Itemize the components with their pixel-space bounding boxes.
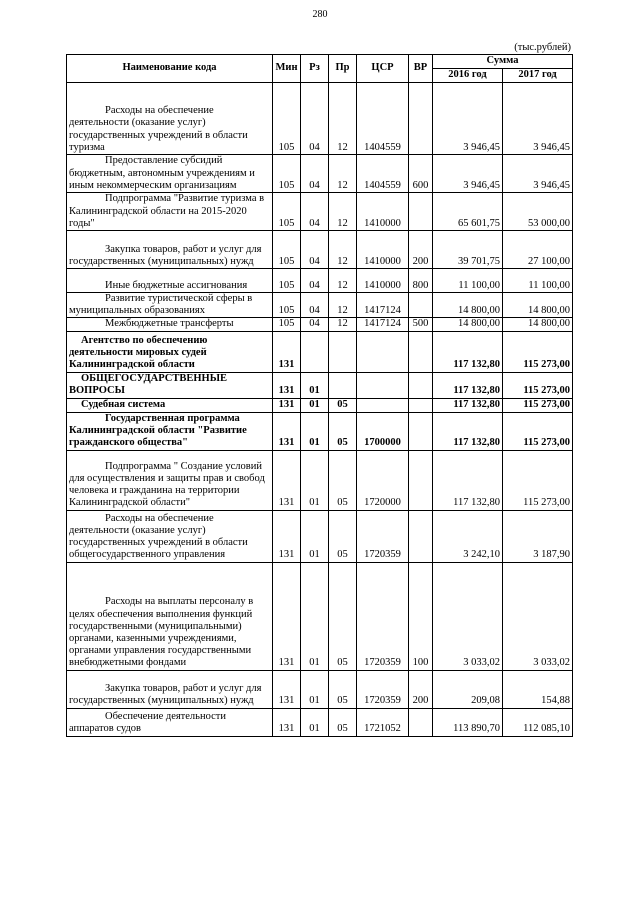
cell-2017: 11 100,00 (503, 269, 573, 293)
cell-min: 131 (273, 708, 301, 736)
cell-csr: 1720000 (357, 450, 409, 510)
cell-2017: 3 946,45 (503, 83, 573, 155)
cell-rz: 01 (301, 412, 329, 450)
cell-2017: 14 800,00 (503, 293, 573, 318)
cell-name: Закупка товаров, работ и услуг для государственных (муниципальных) нужд (67, 231, 273, 269)
cell-2017: 27 100,00 (503, 231, 573, 269)
cell-pr: 12 (329, 155, 357, 193)
cell-csr (357, 398, 409, 412)
cell-2017: 53 000,00 (503, 193, 573, 231)
header-pr: Пр (329, 55, 357, 83)
table-row (67, 331, 573, 372)
cell-pr: 05 (329, 450, 357, 510)
table-row (67, 510, 573, 562)
cell-csr: 1720359 (357, 562, 409, 670)
table-body (67, 83, 573, 737)
cell-2016: 3 946,45 (433, 83, 503, 155)
cell-2016: 11 100,00 (433, 269, 503, 293)
cell-name: Агентство по обеспечению деятельности мировых судей Калининградской области (67, 331, 273, 372)
cell-2017: 3 946,45 (503, 155, 573, 193)
cell-name: Предоставление субсидий бюджетным, автономным учреждениям и иным некоммерческим организациям (67, 155, 273, 193)
cell-2016: 39 701,75 (433, 231, 503, 269)
cell-pr: 12 (329, 318, 357, 331)
cell-vr (409, 372, 433, 398)
cell-min: 131 (273, 412, 301, 450)
cell-min: 131 (273, 372, 301, 398)
cell-rz: 01 (301, 372, 329, 398)
cell-pr: 05 (329, 562, 357, 670)
cell-pr: 05 (329, 398, 357, 412)
header-rz: Рз (301, 55, 329, 83)
cell-name: Подпрограмма " Создание условий для осуществления и защиты прав и свобод человека и гражданина на территории Калининградской области" (67, 450, 273, 510)
cell-2016: 117 132,80 (433, 412, 503, 450)
cell-min: 131 (273, 562, 301, 670)
table-row (67, 193, 573, 231)
cell-rz: 04 (301, 318, 329, 331)
cell-vr (409, 83, 433, 155)
cell-csr: 1417124 (357, 293, 409, 318)
cell-vr (409, 193, 433, 231)
cell-pr: 12 (329, 269, 357, 293)
cell-vr: 600 (409, 155, 433, 193)
header-csr: ЦСР (357, 55, 409, 83)
table-row (67, 293, 573, 318)
cell-2017: 115 273,00 (503, 450, 573, 510)
cell-rz: 04 (301, 269, 329, 293)
cell-2016: 117 132,80 (433, 331, 503, 372)
header-vr: ВР (409, 55, 433, 83)
cell-rz: 04 (301, 293, 329, 318)
cell-pr: 05 (329, 670, 357, 708)
table-row (67, 231, 573, 269)
cell-vr (409, 510, 433, 562)
cell-2016: 14 800,00 (433, 293, 503, 318)
cell-csr: 1700000 (357, 412, 409, 450)
cell-2017: 115 273,00 (503, 331, 573, 372)
cell-name: Расходы на обеспечение деятельности (оказание услуг) государственных учреждений в области туризма (67, 83, 273, 155)
cell-pr: 05 (329, 510, 357, 562)
table-row (67, 318, 573, 331)
cell-pr: 05 (329, 412, 357, 450)
cell-pr (329, 331, 357, 372)
cell-rz: 01 (301, 398, 329, 412)
cell-csr (357, 372, 409, 398)
cell-2017: 115 273,00 (503, 412, 573, 450)
cell-rz: 01 (301, 562, 329, 670)
cell-name: Иные бюджетные ассигнования (67, 269, 273, 293)
cell-vr (409, 412, 433, 450)
cell-min: 131 (273, 398, 301, 412)
table-row (67, 450, 573, 510)
cell-name: Судебная система (67, 398, 273, 412)
cell-2016: 117 132,80 (433, 372, 503, 398)
cell-min: 105 (273, 269, 301, 293)
cell-rz: 04 (301, 231, 329, 269)
cell-csr: 1417124 (357, 318, 409, 331)
cell-rz: 04 (301, 83, 329, 155)
units-label: (тыс.рублей) (514, 42, 571, 53)
cell-min: 105 (273, 231, 301, 269)
cell-min: 131 (273, 450, 301, 510)
cell-2016: 3 033,02 (433, 562, 503, 670)
table-row (67, 155, 573, 193)
cell-2017: 3 033,02 (503, 562, 573, 670)
cell-rz: 01 (301, 670, 329, 708)
cell-vr: 100 (409, 562, 433, 670)
cell-rz: 04 (301, 193, 329, 231)
cell-rz: 01 (301, 708, 329, 736)
table-row (67, 398, 573, 412)
cell-2016: 209,08 (433, 670, 503, 708)
cell-csr (357, 331, 409, 372)
cell-rz: 01 (301, 450, 329, 510)
cell-2017: 154,88 (503, 670, 573, 708)
header-sum: Сумма (433, 55, 573, 69)
cell-csr: 1720359 (357, 510, 409, 562)
cell-min: 105 (273, 293, 301, 318)
cell-vr (409, 293, 433, 318)
cell-2016: 113 890,70 (433, 708, 503, 736)
cell-2017: 3 187,90 (503, 510, 573, 562)
cell-vr (409, 708, 433, 736)
cell-min: 131 (273, 331, 301, 372)
cell-csr: 1404559 (357, 155, 409, 193)
cell-csr: 1410000 (357, 269, 409, 293)
cell-name: Подпрограмма "Развитие туризма в Калининградской области на 2015-2020 годы" (67, 193, 273, 231)
cell-min: 105 (273, 83, 301, 155)
cell-vr (409, 398, 433, 412)
cell-csr: 1410000 (357, 231, 409, 269)
cell-2016: 14 800,00 (433, 318, 503, 331)
table-row (67, 412, 573, 450)
cell-vr: 200 (409, 231, 433, 269)
cell-2016: 117 132,80 (433, 398, 503, 412)
cell-2016: 117 132,80 (433, 450, 503, 510)
cell-pr: 12 (329, 83, 357, 155)
cell-vr: 800 (409, 269, 433, 293)
cell-vr (409, 450, 433, 510)
budget-table (66, 54, 573, 737)
cell-2017: 14 800,00 (503, 318, 573, 331)
cell-name: Государственная программа Калининградской области "Развитие гражданского общества" (67, 412, 273, 450)
cell-vr: 200 (409, 670, 433, 708)
cell-name: Межбюджетные трансферты (67, 318, 273, 331)
table-row (67, 670, 573, 708)
cell-pr: 12 (329, 193, 357, 231)
cell-min: 131 (273, 510, 301, 562)
table-row (67, 372, 573, 398)
cell-min: 131 (273, 670, 301, 708)
table-row (67, 269, 573, 293)
cell-min: 105 (273, 193, 301, 231)
cell-name: Расходы на обеспечение деятельности (оказание услуг) государственных учреждений в области общегосударственного управления (67, 510, 273, 562)
cell-pr: 12 (329, 231, 357, 269)
cell-csr: 1410000 (357, 193, 409, 231)
cell-2017: 112 085,10 (503, 708, 573, 736)
table-row (67, 562, 573, 670)
cell-csr: 1720359 (357, 670, 409, 708)
header-min: Мин (273, 55, 301, 83)
cell-rz (301, 331, 329, 372)
page-number: 280 (312, 9, 328, 20)
cell-name: ОБЩЕГОСУДАРСТВЕННЫЕ ВОПРОСЫ (67, 372, 273, 398)
cell-name: Расходы на выплаты персоналу в целях обеспечения выполнения функций государственными (муниципальными) органами, казенными учреждениями, органами управления государственными внебюджетными фондами (67, 562, 273, 670)
cell-name: Развитие туристической сферы в муниципальных образованиях (67, 293, 273, 318)
table-row (67, 83, 573, 155)
table-row (67, 708, 573, 736)
header-2017: 2017 год (503, 69, 573, 83)
cell-name: Обеспечение деятельности аппаратов судов (67, 708, 273, 736)
cell-vr (409, 331, 433, 372)
cell-2017: 115 273,00 (503, 372, 573, 398)
cell-csr: 1404559 (357, 83, 409, 155)
cell-2016: 3 242,10 (433, 510, 503, 562)
cell-2016: 3 946,45 (433, 155, 503, 193)
cell-2016: 65 601,75 (433, 193, 503, 231)
cell-name: Закупка товаров, работ и услуг для государственных (муниципальных) нужд (67, 670, 273, 708)
cell-vr: 500 (409, 318, 433, 331)
cell-min: 105 (273, 155, 301, 193)
header-name: Наименование кода (67, 55, 273, 83)
cell-rz: 01 (301, 510, 329, 562)
cell-2017: 115 273,00 (503, 398, 573, 412)
cell-rz: 04 (301, 155, 329, 193)
cell-csr: 1721052 (357, 708, 409, 736)
cell-min: 105 (273, 318, 301, 331)
cell-pr: 12 (329, 293, 357, 318)
header-2016: 2016 год (433, 69, 503, 83)
cell-pr (329, 372, 357, 398)
cell-pr: 05 (329, 708, 357, 736)
